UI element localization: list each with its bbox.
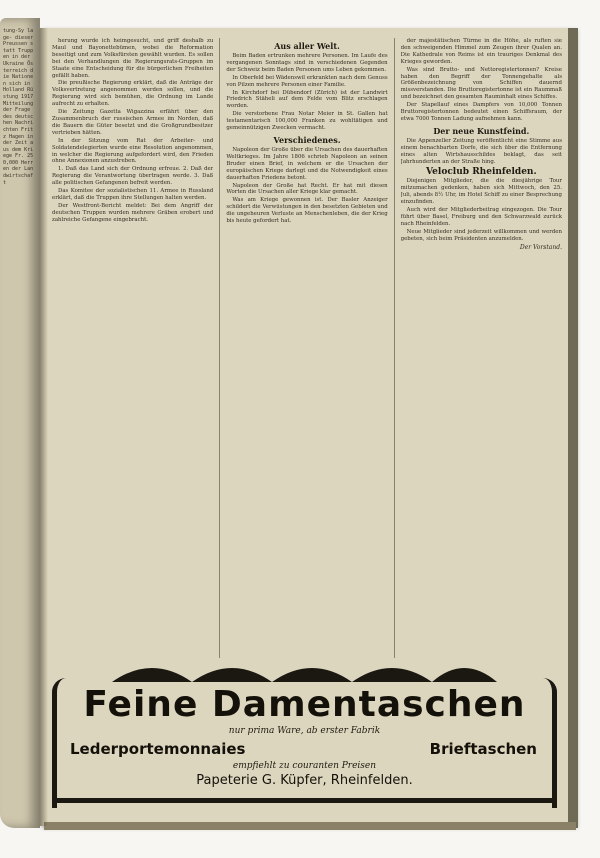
col2-paragraph: Was am Kriege gewonnen ist. Der Basler Anzeiger schildert die Verwüstungen in den besetzten Gebieten und die ungeheuren Verluste an Menschenleben, die der Krieg bis heute gefordert hat. xyxy=(226,197,388,225)
veloclub-heading: Veloclub Rheinfelden. xyxy=(426,166,537,177)
book-edge-right xyxy=(568,28,578,828)
column-1 xyxy=(52,38,213,658)
col1-paragraph: In der Sitzung vom Rat der Arbeiter- und Soldatendelegierten wurde eine Resolution angenommen, in welcher die Regierung aufgefordert wird, den Frieden ohne Annexionen anzustreben. xyxy=(52,137,214,165)
col1-paragraph: Der Westfront-Bericht meldet: Bei dem Angriff der deutschen Truppen wurden mehrere Gräben erobert und zahlreiche Gefangene eingebracht. xyxy=(52,202,214,223)
col2-paragraph: Die verstorbene Frau Notar Meier in St. Gallen hat testamentarisch 100,000 Franken zu wohltätigen und gemeinnützigen Zwecken vermacht. xyxy=(226,111,388,132)
ad-item-left: Lederportemonnaies xyxy=(70,740,246,758)
book-edge-bottom xyxy=(44,822,576,830)
ad-seller: Papeterie G. Küpfer, Rheinfelden. xyxy=(196,773,413,788)
advertisement xyxy=(52,660,557,810)
section-heading-aus-aller-welt: Aus aller Welt. xyxy=(274,41,340,51)
col2-paragraph: In Kirchdorf bei Dübendorf (Zürich) ist der Landwirt Friedrich Stäheli auf dem Felde vom Blitz erschlagen worden. xyxy=(226,89,388,110)
ad-item-right: Brieftaschen xyxy=(429,740,537,758)
facing-page-edge xyxy=(0,18,40,828)
section-heading-kunstfeind: Der neue Kunstfeind. xyxy=(433,125,530,136)
col2-paragraph: Napoleon der Große über die Ursachen des dauerhaften Weltkrieges. Im Jahre 1806 schrieb Napoleon an seinen Bruder einen Brief, in welchem er die Ursachen der europäischen Kriege darlegt und die Notwendigkeit eines dauerhaften Friedens betont. xyxy=(226,146,388,181)
club-paragraph: Auch wird der Mitgliederbeitrag eingezogen. Die Tour führt über Basel, Freiburg und den Schwarzwald zurück nach Rheinfelden. xyxy=(400,207,562,227)
ad-title: Feine Damentaschen xyxy=(83,684,526,725)
column-3 xyxy=(401,38,562,658)
col1-paragraph: Die Zeitung Gazetta Wigazzina erfährt über den Zusammenbruch der russischen Armee im Norden, daß die Bauern die Güter besetzt und die Großgrundbesitzer vertrieben hätten. xyxy=(52,109,214,136)
section-heading-verschiedenes: Verschiedenes. xyxy=(273,134,341,145)
ad-subtitle: nur prima Ware, ab erster Fabrik xyxy=(228,726,381,736)
ad-middle-line: empfiehlt zu couranten Preisen xyxy=(232,761,377,771)
column-divider xyxy=(394,38,395,658)
club-signature: Der Vorstand. xyxy=(519,243,562,251)
col3-paragraph: Was sind Brutto- und Nettoregistertonnen? Kreise haben den Begriff der Tonnengehalte als Größenbezeichnung von Schiffen dauernd missverstanden. Die Bruttoregistertonne ist ein Raummaß und bezeichnet den gesamten Rauminhalt eines Schiffes. xyxy=(400,66,562,101)
col1-paragraph: Das Komitee der sozialistischen 11. Armee in Russland erklärt, daß die Truppen ihre Stellungen halten werden. xyxy=(52,188,214,201)
column-2 xyxy=(226,38,387,658)
club-paragraph: Neue Mitglieder sind jederzeit willkommen und werden gebeten, sich beim Präsidenten anzumelden. xyxy=(400,228,562,242)
col1-paragraph: herung wurde ich heimgesucht, und griff deshalb zu Maul und Bayonettebümen, wobei die Reformation beseitigt und zum Volksfürsten gewählt wurden. Es sollen bei den Verhandlungen die Regierungsrats-Gruppen im Staate eine Entscheidung für die bürgerlichen Freiheiten gefällt haben. xyxy=(52,38,214,79)
col2-paragraph: Beim Baden ertrunken mehrere Personen. Im Laufe des vergangenen Sonntags sind in verschiedenen Gegenden der Schweiz beim Baden Personen ums Leben gekommen. xyxy=(226,53,388,73)
ad-base-rule xyxy=(52,798,557,803)
col3-paragraph: Die Appenzeller Zeitung veröffentlicht eine Stimme aus einem benachbarten Dorfe, die sich über die Entfernung eines alten Wirtshausschildes beklagt, das seit Jahrhunderten an der Straße hing. xyxy=(400,137,562,165)
article-columns xyxy=(52,38,562,658)
facing-page-text: tung-Sy lage- dieser Preussen statt Truppen in der Ukraine Österreich die Nationen sich in Holland Rüstung 1917 Mitteilung der Frage des deutschen Nachrichten Fritz Hagen in der Zeit aus dem Kriege Fr. 250,000 Herren der Landwirtschaft xyxy=(3,28,37,186)
col3-paragraph: der majestätischen Türme in die Höhe, als ruften sie den schweigenden Himmel zum Zeugen ihrer Qualen an. Die Kathedrale von Reims ist ein trauriges Denkmal des Krieges geworden. xyxy=(400,38,562,65)
col1-paragraph: 1. Daß das Land sich der Ordnung erfreue. 2. Daß der Regierung die Verantwortung übertragen werde. 3. Daß alle politischen Gefangenen befreit werden. xyxy=(52,166,214,187)
col2-paragraph: Napoleon der Große hat Recht. Er hat mit diesen Worten die Ursachen aller Kriege klar gemacht. xyxy=(226,182,388,196)
col3-paragraph: Der Stapellauf eines Dampfers von 10,000 Tonnen Bruttoregistertonnen bedeutet einen Schiffsraum, der etwa 7000 Tonnen Ladung aufnehmen kann. xyxy=(400,102,562,122)
col1-paragraph: Die preußische Regierung erklärt, daß die Anträge der Volksvertretung angenommen werden sollen, und die Regierung wird sich bemühen, die Ordnung im Lande aufrecht zu erhalten. xyxy=(52,80,214,108)
page-binding-shadow xyxy=(40,28,48,826)
column-divider xyxy=(219,38,220,658)
club-paragraph: Diejenigen Mitglieder, die die diesjährige Tour mitzumachen gedenken, haben sich Mittwoch, den 25. Juli, abends 8½ Uhr, im Hotel Schiff zu einer Besprechung einzufinden. xyxy=(400,178,562,206)
col2-paragraph: In Oberfeld bei Wädenswil erkrankten nach dem Genuss von Pilzen mehrere Personen einer Familie. xyxy=(226,74,388,88)
